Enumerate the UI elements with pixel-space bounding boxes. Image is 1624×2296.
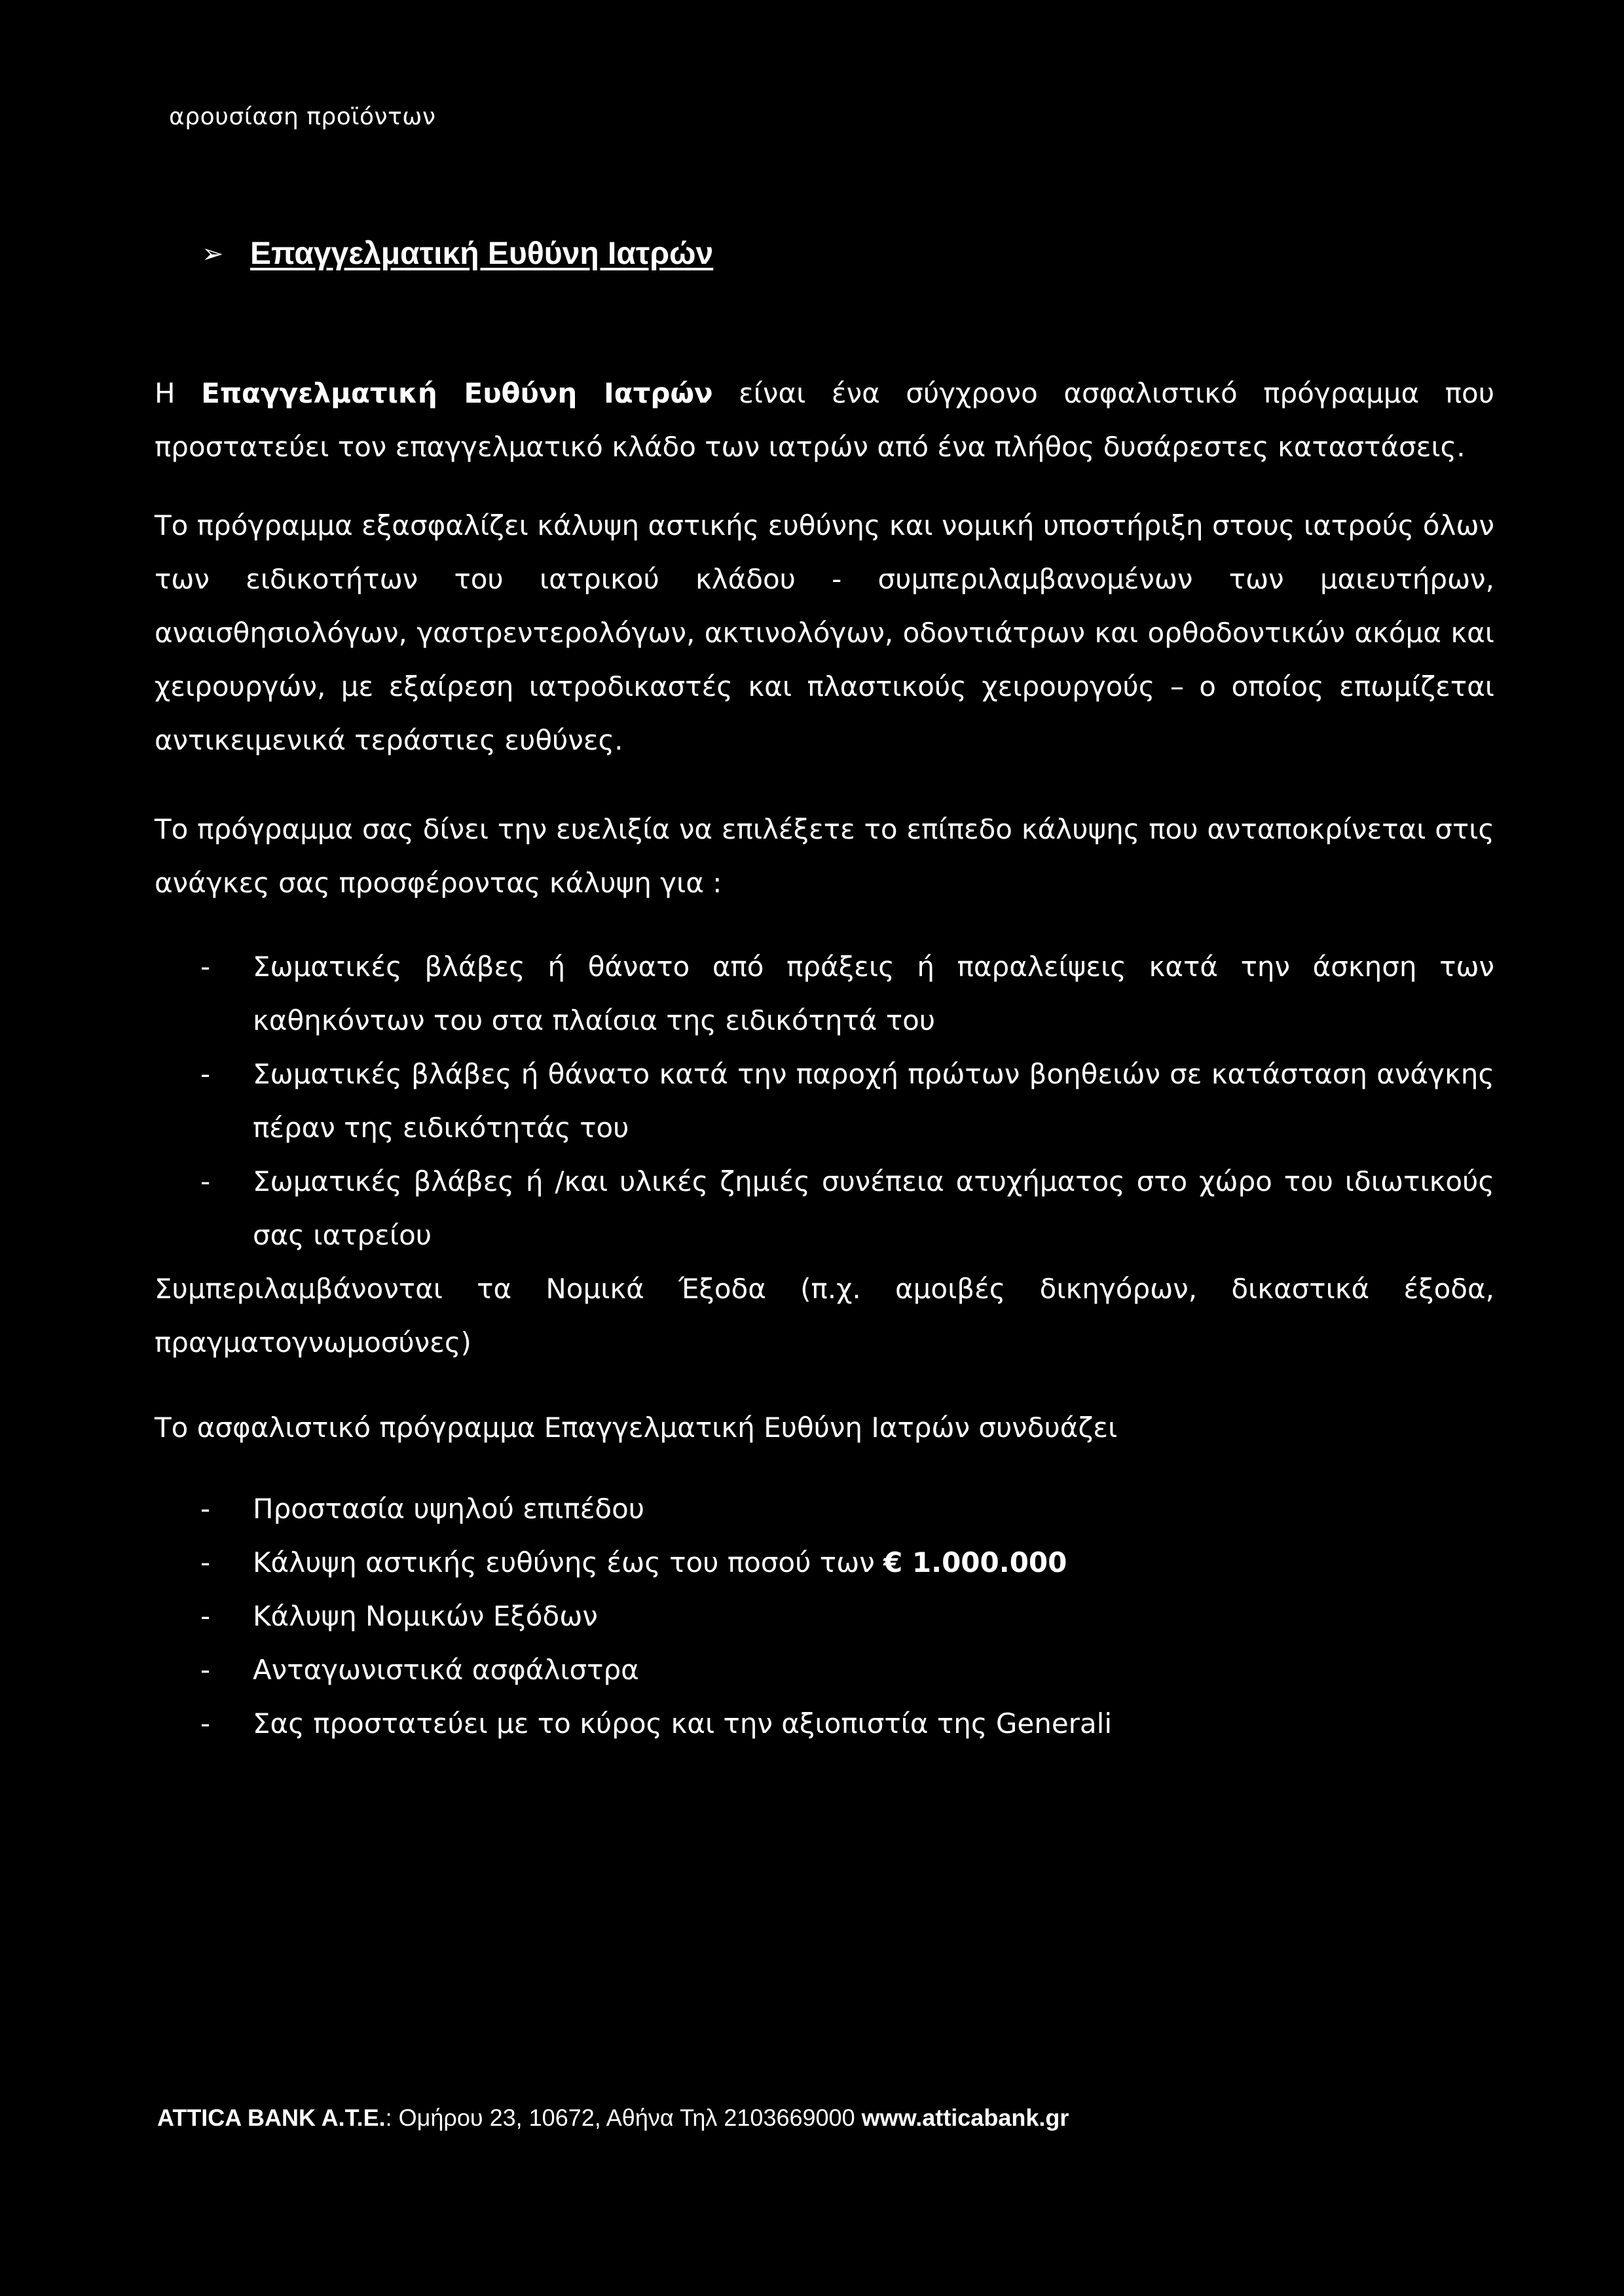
list-item-text: Σας προστατεύει με το κύρος και την αξιοπιστία της Generali <box>253 1707 1113 1740</box>
footer-website-link[interactable]: www.atticabank.gr <box>861 2104 1069 2131</box>
list-item <box>155 1643 1494 1697</box>
list-item <box>155 1697 1494 1751</box>
dash-bullet: - <box>200 1165 211 1197</box>
intro-paragraph <box>155 367 1494 474</box>
page-header-note: αρουσίαση προϊόντων <box>169 103 436 130</box>
dash-bullet: - <box>200 1493 211 1525</box>
list-item-text: Προστασία υψηλού επιπέδου <box>253 1493 645 1525</box>
list-item <box>155 940 1494 1048</box>
list-item-text: Κάλυψη αστικής ευθύνης έως του ποσού των € 1.000.000 <box>253 1546 1067 1578</box>
intro-rest: είναι ένα σύγχρονο ασφαλιστικό πρόγραμμα που προστατεύει τον επαγγελματικό κλάδο των ιατρών από ένα πλήθος δυσάρεστες καταστάσεις. <box>155 377 1495 463</box>
coverage-paragraph <box>155 499 1494 767</box>
list-item-text: Σωματικές βλάβες ή /και υλικές ζημιές συνέπεια ατυχήματος στο χώρο του ιδιωτικούς σας ιατρείου <box>253 1165 1494 1251</box>
footer <box>157 2104 1069 2132</box>
list-item-text: Ανταγωνιστικά ασφάλιστρα <box>253 1654 639 1686</box>
dash-bullet: - <box>200 1707 211 1740</box>
list-item <box>155 1155 1494 1262</box>
coverage-paragraph-text: Το πρόγραμμα εξασφαλίζει κάλυψη αστικής ευθύνης και νομική υποστήριξη στους ιατρούς όλων των ειδικοτήτων του ιατρικού κλάδου - συμπεριλαμβανομένων των μαιευτήρων, αναισθησιολόγων, γαστρεντερολόγων, ακτινολόγων, οδοντιάτρων και ορθοδοντικών ακόμα και χειρουργών, με εξαίρεση ιατροδικαστές και πλαστικούς χειρουργούς – ο οποίος επωμίζεται αντικειμενικά τεράστιες ευθύνες. <box>155 509 1494 756</box>
dash-bullet: - <box>200 951 211 983</box>
flexibility-paragraph-text: Το πρόγραμμα σας δίνει την ευελιξία να επιλέξετε το επίπεδο κάλυψης που ανταποκρίνεται στις ανάγκες σας προσφέροντας κάλυψη για : <box>155 813 1494 899</box>
dash-bullet: - <box>200 1058 211 1090</box>
benefits-list <box>155 1482 1494 1751</box>
footer-address: : Ομήρου 23, 10672, Αθήνα Τηλ 2103669000 <box>385 2104 862 2131</box>
list-item <box>155 1590 1494 1643</box>
flexibility-paragraph <box>155 803 1494 910</box>
intro-prefix: Η <box>155 377 202 409</box>
arrow-bullet-icon: ➢ <box>202 239 224 268</box>
list-item <box>155 1482 1494 1536</box>
list-item-text: Σωματικές βλάβες ή θάνατο κατά την παροχή πρώτων βοηθειών σε κατάσταση ανάγκης πέραν της ειδικότητάς του <box>253 1058 1494 1144</box>
list-item-text: Κάλυψη Νομικών Εξόδων <box>253 1600 598 1632</box>
dash-bullet: - <box>200 1654 211 1686</box>
intro-bold-name: Επαγγελματική Ευθύνη Ιατρών <box>201 377 713 409</box>
footer-company: ATTICA BANK A.T.E. <box>157 2104 386 2131</box>
dash-bullet: - <box>200 1600 211 1632</box>
legal-costs-paragraph: Συμπεριλαμβάνονται τα Νομικά Έξοδα (π.χ. αμοιβές δικηγόρων, δικαστικά έξοδα, πραγματογνωμοσύνες) <box>155 1273 1494 1358</box>
coverage-amount: € 1.000.000 <box>883 1546 1067 1578</box>
title-text: Επαγγελματική Ευθύνη Ιατρών <box>250 236 714 271</box>
dash-bullet: - <box>200 1546 211 1578</box>
coverage-list <box>155 940 1494 1262</box>
list-item <box>155 1048 1494 1155</box>
list-item <box>155 1536 1494 1590</box>
section-title <box>202 236 713 272</box>
list-item-text: Σωματικές βλάβες ή θάνατο από πράξεις ή παραλείψεις κατά την άσκηση των καθηκόντων του στα πλαίσια της ειδικότητά του <box>253 951 1494 1036</box>
combines-intro: Το ασφαλιστικό πρόγραμμα Επαγγελματική Ευθύνη Ιατρών συνδυάζει <box>155 1412 1118 1444</box>
